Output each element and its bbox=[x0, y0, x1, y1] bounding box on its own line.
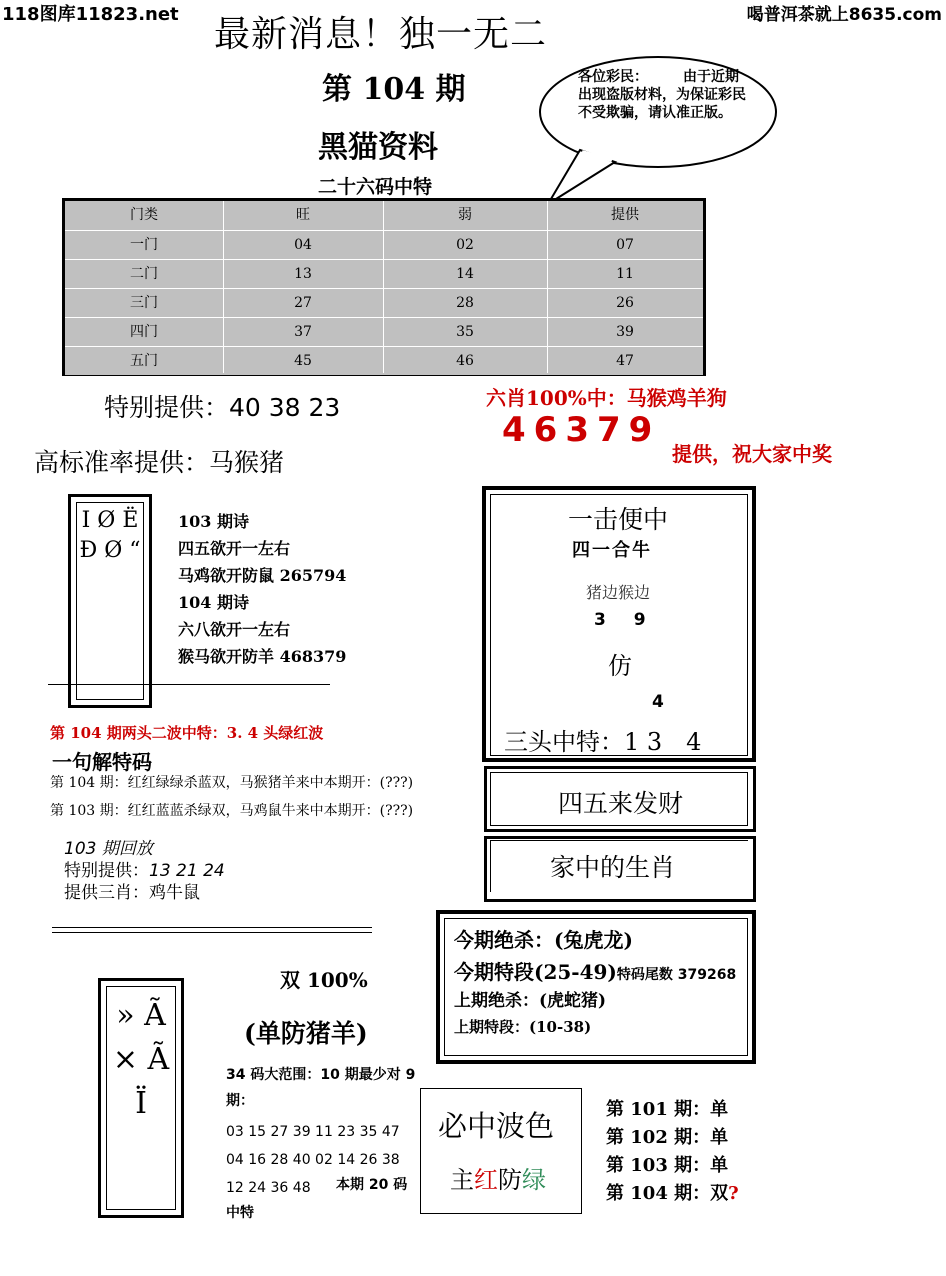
site-right-link[interactable]: 喝普洱茶就上8635.com bbox=[746, 5, 942, 25]
hit-line: 猪边猴边 bbox=[586, 583, 651, 602]
range-text: 34 码大范围：10 期最少对 9 期： bbox=[226, 1067, 416, 1109]
history-value: 单 bbox=[710, 1127, 729, 1148]
table-cell: 13 bbox=[294, 266, 312, 282]
history-row bbox=[606, 1180, 739, 1208]
bubble-text: 各位彩民： 由于近期出现盗版材料，为保证彩民不受欺骗，请认准正版。 bbox=[578, 69, 746, 121]
hit-fang: 仿 bbox=[608, 652, 632, 680]
accuracy-offer: 高标准率提供：马猴猪 bbox=[34, 448, 285, 477]
table-row bbox=[65, 346, 703, 375]
table-cell: 26 bbox=[616, 295, 634, 311]
table-cell: 11 bbox=[616, 266, 634, 282]
jie-title: 一句解特码 bbox=[52, 750, 152, 774]
poem-line: 马鸡欲开防鼠 265794 bbox=[178, 566, 347, 585]
table-cell: 27 bbox=[294, 295, 312, 311]
single-guard: (单防猪羊) bbox=[244, 1019, 368, 1048]
history-label: 第 103 期： bbox=[606, 1155, 711, 1176]
page-title: 黑猫资料 bbox=[318, 130, 438, 165]
issue-104-hint: 第 104 期：红红绿绿杀蓝双，马猴猪羊来中本期开：(???) bbox=[50, 775, 414, 791]
table-cell: 35 bbox=[456, 324, 474, 340]
six-zodiac: 六肖100%中：马猴鸡羊狗 bbox=[486, 386, 727, 410]
table-divider bbox=[383, 201, 384, 373]
poem-line: 103 期诗 bbox=[178, 512, 249, 531]
history-label: 第 104 期： bbox=[606, 1183, 711, 1204]
subtitle: 二十六码中特 bbox=[318, 176, 433, 198]
kill-this-issue: 今期绝杀：(兔虎龙) bbox=[454, 928, 633, 952]
fortune-text: 四五来发财 bbox=[558, 789, 684, 818]
history-list bbox=[606, 1096, 739, 1208]
issue-number: 第 104 期 bbox=[322, 72, 466, 107]
review-three: 提供三肖：鸡牛鼠 bbox=[64, 883, 200, 903]
history-mark: ? bbox=[728, 1183, 739, 1204]
number-row: 04 16 28 40 02 14 26 38 bbox=[226, 1152, 400, 1168]
special-offer: 特别提供：40 38 23 bbox=[104, 393, 341, 422]
table-cell: 三门 bbox=[130, 295, 158, 311]
review-special-value: 13 21 24 bbox=[149, 861, 225, 881]
poem-line: 四五欲开一左右 bbox=[178, 539, 291, 558]
table-cell: 二门 bbox=[130, 266, 158, 282]
table-cell: 四门 bbox=[130, 324, 158, 340]
table-divider bbox=[223, 201, 224, 373]
wave-green: 绿 bbox=[522, 1166, 546, 1194]
history-value: 双 bbox=[710, 1183, 729, 1204]
number-row: 03 15 27 39 11 23 35 47 bbox=[226, 1124, 400, 1140]
number-table bbox=[62, 198, 706, 376]
special-segment bbox=[454, 956, 736, 985]
wave-subtitle bbox=[450, 1160, 546, 1195]
table-row bbox=[65, 288, 703, 317]
twenty-codes: 本期 20 码 bbox=[336, 1177, 408, 1193]
table-cell: 39 bbox=[616, 324, 634, 340]
table-cell: 14 bbox=[456, 266, 474, 282]
table-row bbox=[65, 317, 703, 346]
issue-103-hint: 第 103 期：红红蓝蓝杀绿双，马鸡鼠牛来中本期开：(???) bbox=[50, 803, 414, 819]
wave-title: 必中波色 bbox=[438, 1109, 555, 1143]
history-value: 单 bbox=[710, 1155, 729, 1176]
history-label: 第 101 期： bbox=[606, 1099, 711, 1120]
history-row bbox=[606, 1124, 739, 1152]
table-header-row bbox=[65, 201, 703, 230]
special-segment-main: 今期特段(25-49) bbox=[454, 960, 617, 984]
number-row: 12 24 36 48 bbox=[226, 1180, 311, 1196]
table-cell: 07 bbox=[616, 237, 634, 253]
table-divider bbox=[547, 201, 548, 373]
history-row bbox=[606, 1096, 739, 1124]
double-divider bbox=[52, 932, 372, 933]
divider bbox=[48, 684, 330, 685]
table-header-cell: 门类 bbox=[130, 207, 158, 223]
poem-lines bbox=[178, 508, 346, 670]
big-number: 46379 bbox=[502, 410, 661, 450]
wave-main: 主 bbox=[450, 1166, 474, 1194]
history-value: 单 bbox=[710, 1099, 729, 1120]
table-header-cell: 弱 bbox=[458, 207, 472, 223]
zhongte: 中特 bbox=[226, 1205, 254, 1221]
table-cell: 04 bbox=[294, 237, 312, 253]
table-cell: 46 bbox=[456, 353, 474, 369]
poem-line: 猴马欲开防羊 468379 bbox=[178, 647, 347, 666]
wave-red: 红 bbox=[474, 1166, 498, 1194]
poem-line: 六八欲开一左右 bbox=[178, 620, 291, 639]
history-label: 第 102 期： bbox=[606, 1127, 711, 1148]
last-segment: 上期特段：(10-38) bbox=[454, 1018, 592, 1036]
hit-line: 四一合牛 bbox=[572, 540, 652, 561]
table-header-cell: 提供 bbox=[611, 207, 639, 223]
poem-line: 104 期诗 bbox=[178, 593, 249, 612]
poem-glyphs: I Ø Ë Ð Ø “ bbox=[79, 508, 141, 563]
three-head-special: 三头中特：1 3 4 bbox=[504, 728, 702, 756]
table-row bbox=[65, 259, 703, 288]
review-special-label: 特别提供： bbox=[64, 861, 149, 881]
two-head-text: 第 104 期两头二波中特：3. 4 头绿红波 bbox=[50, 724, 324, 742]
double-divider bbox=[52, 927, 372, 928]
table-cell: 02 bbox=[456, 237, 474, 253]
hit-title: 一击便中 bbox=[568, 505, 669, 534]
review-block bbox=[64, 838, 225, 904]
table-row bbox=[65, 230, 703, 259]
wave-guard: 防 bbox=[498, 1166, 522, 1194]
history-row bbox=[606, 1152, 739, 1180]
hit-numbers: 3 9 bbox=[594, 610, 646, 630]
hit-four: 4 bbox=[652, 692, 664, 712]
table-cell: 一门 bbox=[130, 237, 158, 253]
table-cell: 45 bbox=[294, 353, 312, 369]
table-cell: 37 bbox=[294, 324, 312, 340]
table-cell: 47 bbox=[616, 353, 634, 369]
double-100: 双 100% bbox=[280, 968, 368, 992]
kill-last-issue: 上期绝杀：(虎蛇猪) bbox=[454, 991, 607, 1011]
site-left-link[interactable]: 118图库11823.net bbox=[2, 4, 179, 25]
review-title: 103 期回放 bbox=[64, 839, 153, 859]
deco-glyphs: » Ã × Ã Ï bbox=[112, 998, 170, 1121]
review-special bbox=[64, 860, 225, 882]
table-cell: 五门 bbox=[130, 353, 158, 369]
special-segment-tail: 特码尾数 379268 bbox=[616, 967, 737, 983]
table-cell: 28 bbox=[456, 295, 474, 311]
gift-text: 提供，祝大家中奖 bbox=[672, 442, 832, 466]
home-text: 家中的生肖 bbox=[550, 853, 676, 882]
headline: 最新消息！独一无二 bbox=[214, 14, 548, 55]
table-header-cell: 旺 bbox=[296, 207, 310, 223]
